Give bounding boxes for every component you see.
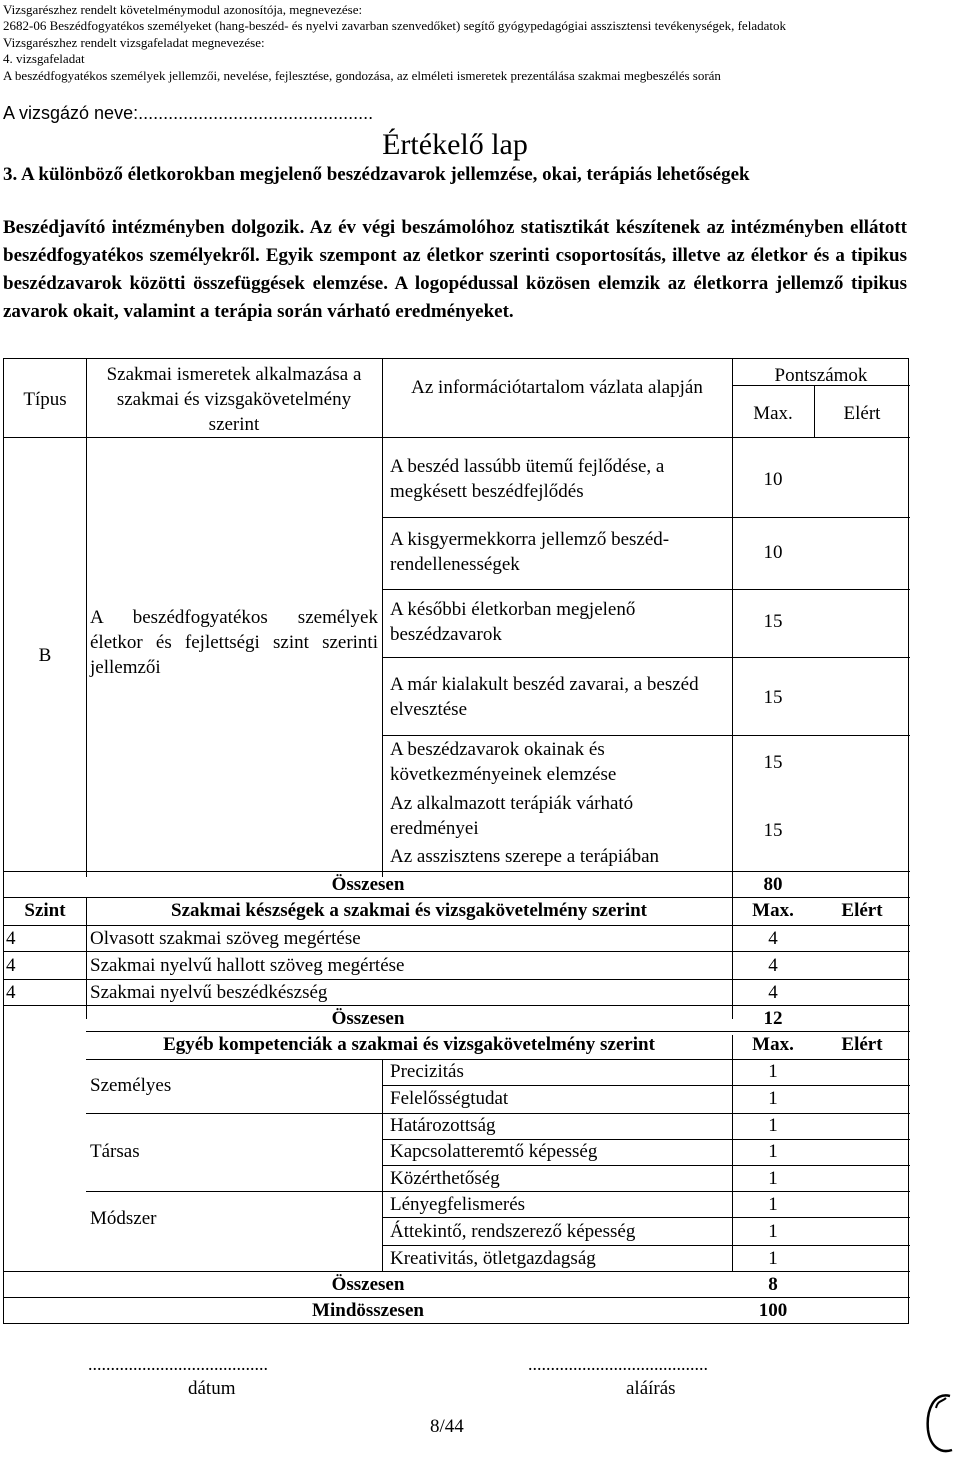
- header-module-label: Vizsgarészhez rendelt követelménymodul azonosítója, megnevezése:: [3, 2, 363, 17]
- skill-max: 4: [768, 928, 778, 949]
- total-label: Összesen: [331, 874, 405, 895]
- other-header: Egyéb kompetenciák a szakmai és vizsgakövetelmény szerint: [163, 1034, 655, 1055]
- total-label: Összesen: [331, 1008, 405, 1029]
- type-value: B: [38, 645, 52, 666]
- competency-row: Kapcsolatteremtő képesség: [390, 1141, 598, 1162]
- competency-row: Áttekintő, rendszerező képesség: [390, 1221, 636, 1242]
- total-value: 8: [768, 1274, 778, 1295]
- date-dots: ........................................: [88, 1354, 268, 1374]
- page-title: Értékelő lap: [382, 128, 528, 161]
- item-row: A már kialakult beszéd zavarai, a beszéd elvesztése: [390, 674, 699, 720]
- competency-row: Precizitás: [390, 1061, 464, 1082]
- candidate-name-field: A vizsgázó neve:...............................................: [3, 103, 374, 123]
- total-value: 80: [763, 874, 783, 895]
- sign-dots: ........................................: [528, 1354, 708, 1374]
- sign-label: aláírás: [626, 1378, 676, 1399]
- item-max: 15: [763, 752, 783, 773]
- skill-level: 4: [6, 928, 16, 949]
- skills-achieved-header: Elért: [841, 900, 883, 921]
- header-task-label: Vizsgarészhez rendelt vizsgafeladat megnevezése:: [3, 35, 265, 50]
- evaluation-table: [3, 358, 909, 1324]
- col-max-header: Max.: [753, 403, 793, 424]
- skill-row: Szakmai nyelvű hallott szöveg megértése: [90, 955, 405, 976]
- total-value: 12: [763, 1008, 783, 1029]
- skills-max-header: Max.: [752, 900, 794, 921]
- competency-max: 1: [768, 1115, 778, 1136]
- skill-level: 4: [6, 955, 16, 976]
- item-max: 10: [763, 469, 783, 490]
- skill-row: Olvasott szakmai szöveg megértése: [90, 928, 361, 949]
- competency-max: 1: [768, 1088, 778, 1109]
- competency-row: Közérthetőség: [390, 1168, 500, 1189]
- skill-max: 4: [768, 955, 778, 976]
- grand-total-label: Mindösszesen: [312, 1300, 424, 1321]
- competency-max: 1: [768, 1061, 778, 1082]
- item-max: 15: [763, 611, 783, 632]
- group-social: Társas: [90, 1141, 140, 1162]
- other-max-header: Max.: [752, 1034, 794, 1055]
- col-type-header: Típus: [23, 389, 67, 410]
- page-number: 8/44: [430, 1416, 464, 1437]
- competency-max: 1: [768, 1221, 778, 1242]
- competency-row: Felelősségtudat: [390, 1088, 509, 1109]
- competency-max: 1: [768, 1168, 778, 1189]
- other-achieved-header: Elért: [841, 1034, 883, 1055]
- col-achieved-header: Elért: [843, 403, 881, 424]
- competency-max: 1: [768, 1248, 778, 1269]
- competency-max: 1: [768, 1141, 778, 1162]
- total-label: Összesen: [331, 1274, 405, 1295]
- item-row: A későbbi életkorban megjelenő beszédzavarok: [390, 599, 636, 645]
- skills-header: Szakmai készségek a szakmai és vizsgakövetelmény szerint: [171, 900, 647, 921]
- competency-row: Lényegfelismerés: [390, 1194, 526, 1215]
- col-knowledge-header: Szakmai ismeretek alkalmazása a szakmai és vizsgakövetelmény szerint: [106, 364, 362, 435]
- item-row: Az alkalmazott terápiák várható eredményei: [390, 793, 634, 839]
- item-row: Az asszisztens szerepe a terápiában: [390, 846, 660, 867]
- group-method: Módszer: [90, 1208, 157, 1229]
- col-points-header: Pontszámok: [774, 365, 868, 386]
- header-module-name: 2682-06 Beszédfogyatékos személyeket (hang-beszéd- és nyelvi zavarban szenvedőket) segítő gyógypedagógiai asszisztensi tevékenységek, feladatok: [3, 18, 786, 33]
- item-max: 10: [763, 542, 783, 563]
- item-max: 15: [763, 687, 783, 708]
- competency-max: 1: [768, 1194, 778, 1215]
- header-task-name: A beszédfogyatékos személyek jellemzői, nevelése, fejlesztése, gondozása, az elméleti ismeretek prezentálása szakmai megbeszélés során: [3, 68, 721, 83]
- date-label: dátum: [188, 1378, 236, 1399]
- item-row: A beszéd lassúbb ütemű fejlődése, a megkésett beszédfejlődés: [390, 456, 665, 502]
- skill-level: 4: [6, 982, 16, 1003]
- grand-total-value: 100: [758, 1300, 788, 1321]
- item-row: A kisgyermekkorra jellemző beszéd-rendellenességek: [390, 529, 670, 575]
- competency-row: Kreativitás, ötletgazdagság: [390, 1248, 596, 1269]
- skill-max: 4: [768, 982, 778, 1003]
- item-max: 15: [763, 820, 783, 841]
- question-title: 3. A különböző életkorokban megjelenő beszédzavarok jellemzése, okai, terápiás lehetőségek: [3, 164, 750, 185]
- knowledge-value: A beszédfogyatékos személyek életkor és fejlettségi szint szerinti jellemzői: [90, 607, 378, 678]
- skills-level-header: Szint: [24, 900, 66, 921]
- intro-paragraph: Beszédjavító intézményben dolgozik. Az év végi beszámolóhoz statisztikát készítenek az intézményben ellátott beszédfogyatékos személyekről. Egyik szempont az életkor szerinti csoportosítás, illetve az életkor és a tipikus beszédzavarok közötti összefüggések elemzése. A logopédussal közösen elemzik az életkorra jellemző tipikus zavarok okait, valamint a terápia során várható eredményeket.: [3, 217, 907, 322]
- col-outline-header: Az információtartalom vázlata alapján: [411, 377, 703, 398]
- item-row: A beszédzavarok okainak és következményeinek elemzése: [390, 739, 617, 785]
- signature-mark-icon: [920, 1388, 960, 1463]
- header-task-number: 4. vizsgafeladat: [3, 51, 85, 66]
- group-personal: Személyes: [90, 1075, 172, 1096]
- skill-row: Szakmai nyelvű beszédkészség: [90, 982, 328, 1003]
- competency-row: Határozottság: [390, 1115, 496, 1136]
